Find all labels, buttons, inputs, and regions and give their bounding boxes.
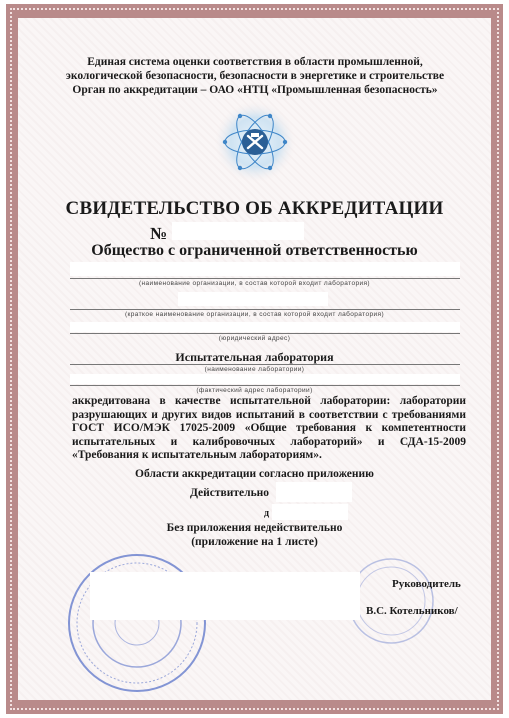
redacted-actual-address [70,374,460,384]
legal-address-line [70,333,460,334]
header-line-3: Орган по аккредитации – ОАО «НТЦ «Промышленная безопасность» [72,84,438,96]
org-name-line [70,278,460,279]
redacted-org-name [70,262,460,276]
lab-name-line [70,364,460,365]
official-seal-stamp [62,548,212,698]
redacted-valid-from [276,482,352,502]
caption-legal-address: (юридический адрес) [218,335,291,342]
caption-org-name: (наименование организации, в состав которой входит лаборатория) [138,280,370,287]
header-line-1: Единая система оценки соответствия в области промышленной, [87,56,423,68]
redacted-signatory-block [90,572,360,620]
head-label: Руководитель [392,578,461,590]
redacted-org-short [178,292,328,306]
org-short-line [70,309,460,310]
no-appendix-notice [0,521,509,549]
redacted-legal-address [70,322,460,332]
caption-org-short: (краткое наименование организации, в состав которой входит лаборатория) [124,311,385,318]
issuer-header [30,55,480,97]
caption-actual-address: (фактический адрес лаборатории) [196,387,313,394]
redacted-number [172,222,304,240]
header-line-2: экологической безопасности, безопасности в энергетике и строительстве [65,70,445,82]
actual-address-line [70,385,460,386]
redacted-valid-until [272,504,348,520]
signatory-name: В.С. Котельников/ [366,605,458,617]
no-appendix-line-1: Без приложения недействительно [166,522,343,534]
accreditation-text: аккредитована в качестве испытательной лаборатории: лаборатории разрушающих и других видов испытаний в соответствии с требованиями ГОСТ ИСО/МЭК 17025-2009 «Общие требования к компетентности испытательных и калибровочных лабораторий» и СДА-15-2009 «Требования к испытательным лабораториям». [72,395,466,462]
valid-label: Действительно [190,487,270,499]
laboratory-name: Испытательная лаборатория [175,350,334,364]
emblem-logo-icon [213,100,297,184]
certificate-title: СВИДЕТЕЛЬСТВО ОБ АККРЕДИТАЦИИ [65,198,444,219]
valid-until-label: д [264,508,270,519]
organization-type: Общество с ограниченной ответственностью [91,242,418,259]
certificate-number-label: № [150,224,168,243]
caption-lab-name: (наименование лаборатории) [204,366,305,373]
no-appendix-line-2: (приложение на 1 листе) [191,536,318,548]
accreditation-areas: Области аккредитации согласно приложению [135,468,374,480]
